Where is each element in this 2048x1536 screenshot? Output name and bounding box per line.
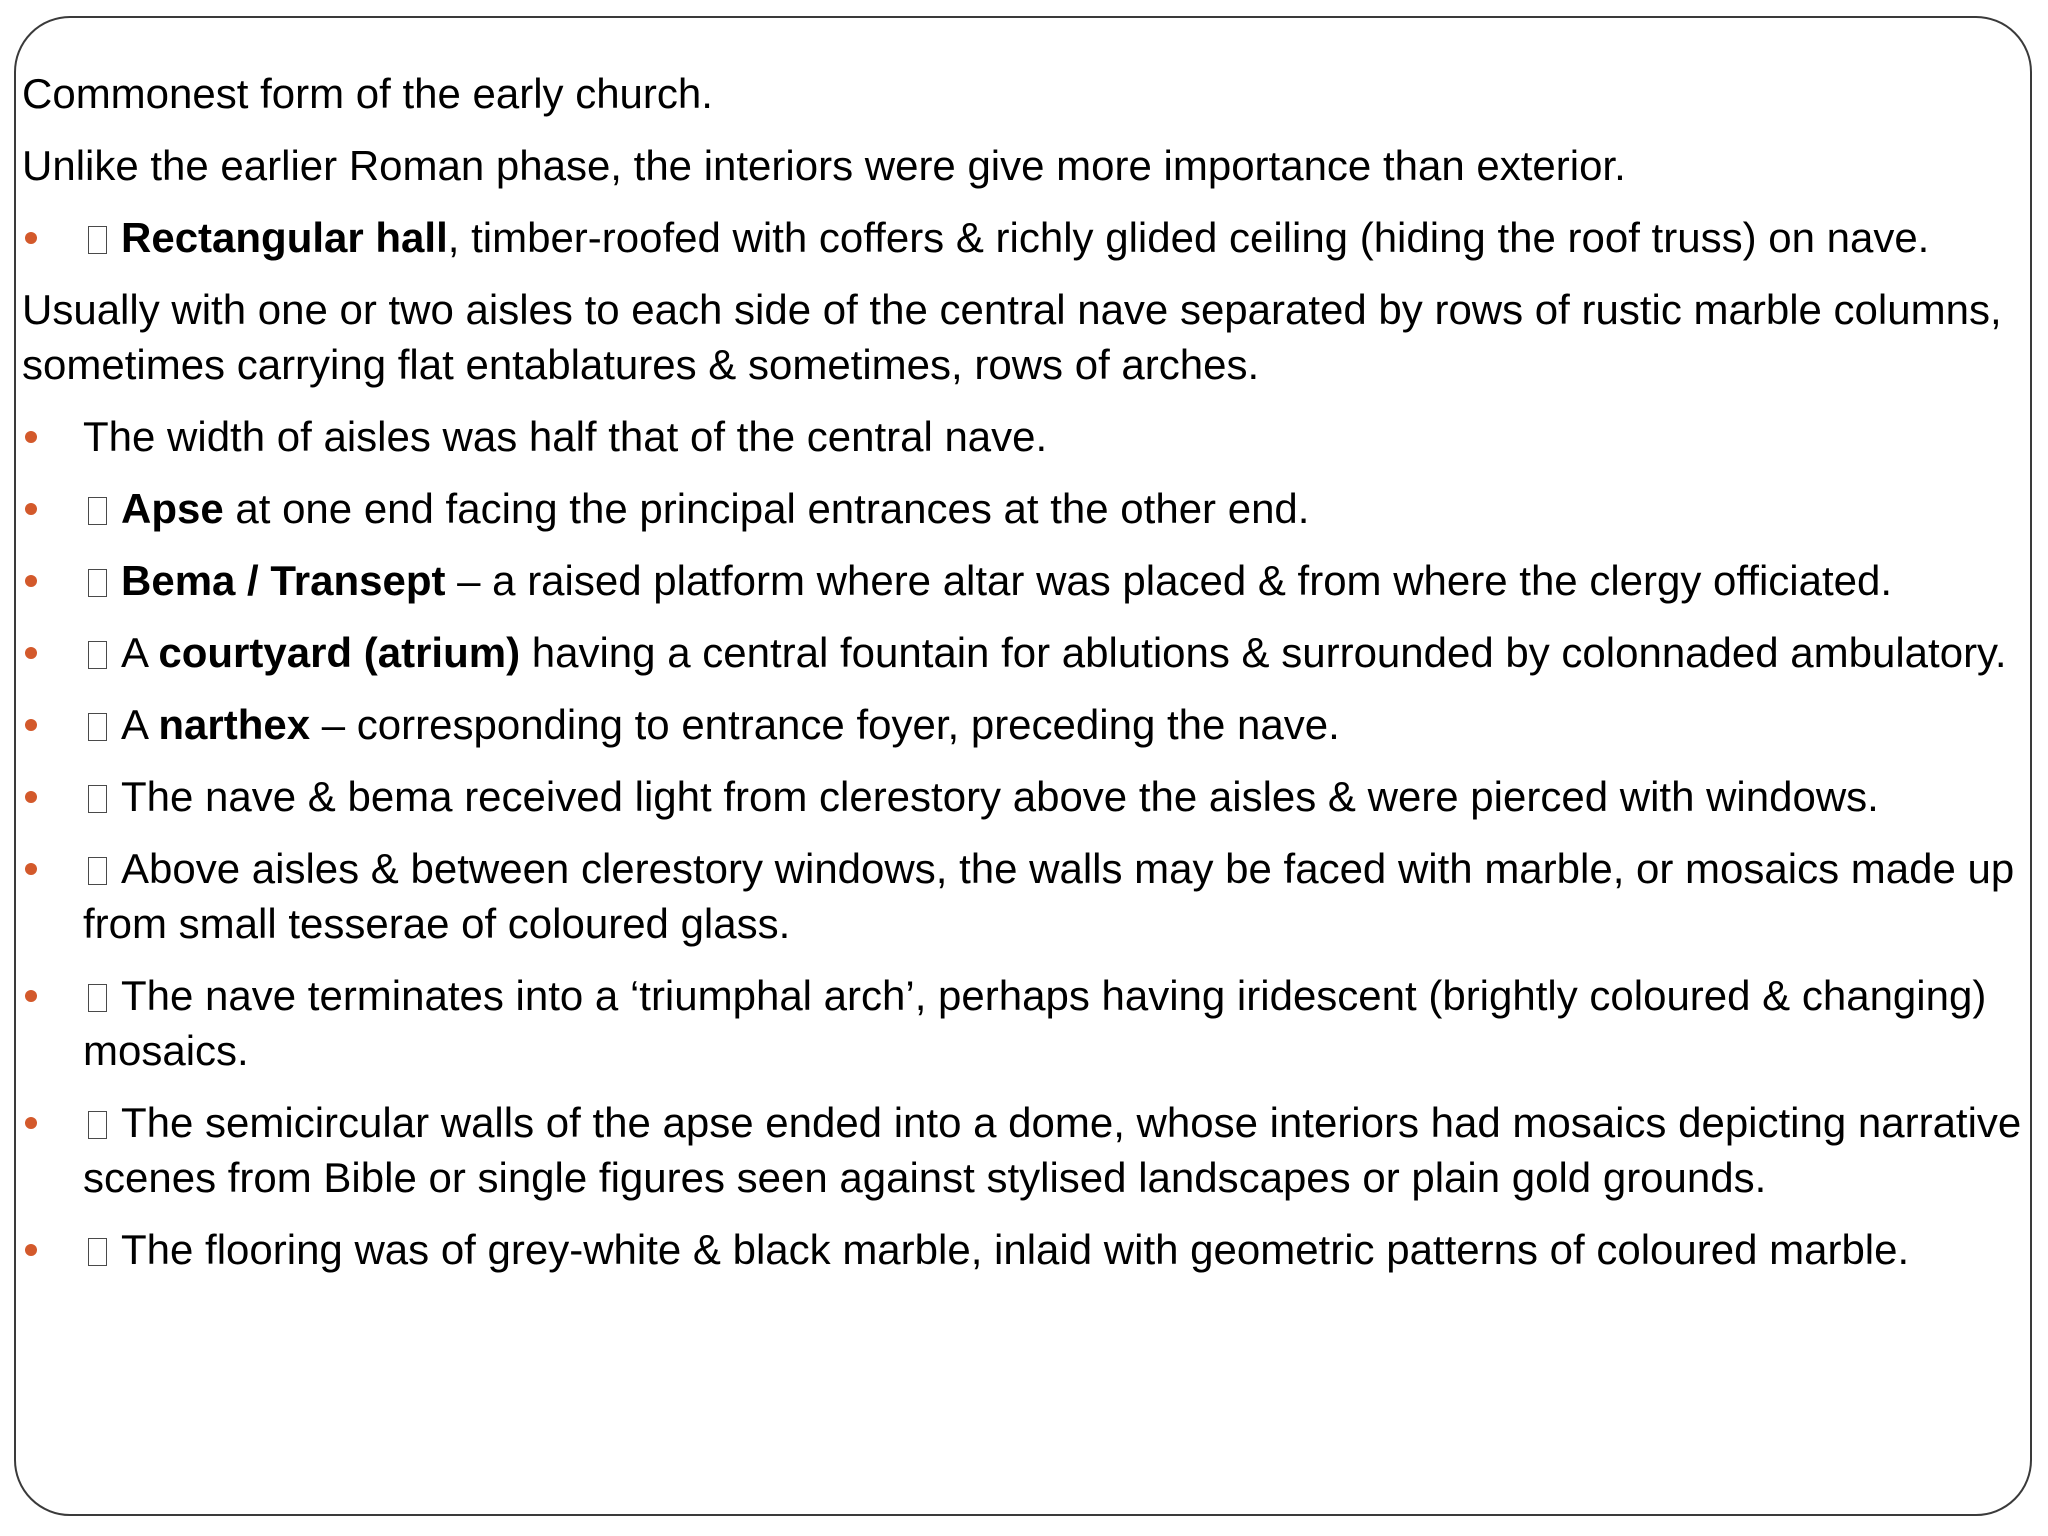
item-text: – corresponding to entrance foyer, preceding the nave. — [310, 701, 1340, 748]
interior-importance-line: Unlike the earlier Roman phase, the interiors were give more importance than exterior. — [22, 142, 1626, 189]
missing-glyph-box-icon — [88, 1111, 107, 1139]
missing-glyph-box-icon — [88, 497, 107, 525]
term-bema-transept: Bema / Transept — [121, 557, 446, 604]
list-item — [22, 769, 2032, 824]
missing-glyph-box-icon — [88, 984, 107, 1012]
bullet-dot-icon — [25, 647, 37, 659]
bullet-dot-icon — [25, 719, 37, 731]
intro-line: Commonest form of the early church. — [22, 70, 713, 117]
list-item — [22, 697, 2032, 752]
bullet-dot-icon — [25, 503, 37, 515]
aisles-paragraph: Usually with one or two aisles to each side of the central nave separated by rows of rustic marble columns, sometimes carrying flat entablatures & sometimes, rows of arches. — [22, 286, 2002, 388]
list-item — [22, 210, 2032, 265]
list-item — [22, 553, 2032, 608]
missing-glyph-box-icon — [88, 569, 107, 597]
bullet-dot-icon — [25, 232, 37, 244]
item-prefix: A — [121, 701, 159, 748]
term-rectangular-hall: Rectangular hall — [121, 214, 448, 261]
list-item — [22, 409, 2032, 464]
list-item — [22, 1222, 2032, 1277]
item-text: Above aisles & between clerestory windows, the walls may be faced with marble, or mosaics made up from small tesserae of coloured glass. — [83, 845, 2015, 947]
item-text: The nave & bema received light from clerestory above the aisles & were pierced with windows. — [121, 773, 1879, 820]
missing-glyph-box-icon — [88, 641, 107, 669]
term-apse: Apse — [121, 485, 224, 532]
bullet-dot-icon — [25, 1244, 37, 1256]
item-text: The width of aisles was half that of the central nave. — [83, 413, 1048, 460]
bullet-dot-icon — [25, 990, 37, 1002]
item-text: The nave terminates into a ‘triumphal arch’, perhaps having iridescent (brightly coloured & changing) mosaics. — [83, 972, 1987, 1074]
term-courtyard: courtyard (atrium) — [158, 629, 521, 676]
missing-glyph-box-icon — [88, 785, 107, 813]
list-item — [22, 1095, 2032, 1205]
missing-glyph-box-icon — [88, 857, 107, 885]
item-text: at one end facing the principal entrances at the other end. — [223, 485, 1310, 532]
item-text: , timber-roofed with coffers & richly glided ceiling (hiding the roof truss) on nave. — [447, 214, 1930, 261]
missing-glyph-box-icon — [88, 713, 107, 741]
item-text: having a central fountain for ablutions & surrounded by colonnaded ambulatory. — [520, 629, 2007, 676]
term-narthex: narthex — [158, 701, 311, 748]
bullet-dot-icon — [25, 791, 37, 803]
bullet-dot-icon — [25, 863, 37, 875]
item-text: The flooring was of grey-white & black marble, inlaid with geometric patterns of coloured marble. — [121, 1226, 1910, 1273]
missing-glyph-box-icon — [88, 1238, 107, 1266]
missing-glyph-box-icon — [88, 226, 107, 254]
bullet-dot-icon — [25, 1117, 37, 1129]
list-item — [22, 481, 2032, 536]
bullet-dot-icon — [25, 575, 37, 587]
item-text: The semicircular walls of the apse ended into a dome, whose interiors had mosaics depicting narrative scenes from Bible or single figures seen against stylised landscapes or plain gold grounds. — [83, 1099, 2022, 1201]
item-text: – a raised platform where altar was placed & from where the clergy officiated. — [445, 557, 1893, 604]
list-item — [22, 968, 2032, 1078]
list-item — [22, 625, 2032, 680]
item-prefix: A — [121, 629, 159, 676]
list-item — [22, 841, 2032, 951]
bullet-dot-icon — [25, 431, 37, 443]
slide-content — [22, 66, 2032, 1294]
